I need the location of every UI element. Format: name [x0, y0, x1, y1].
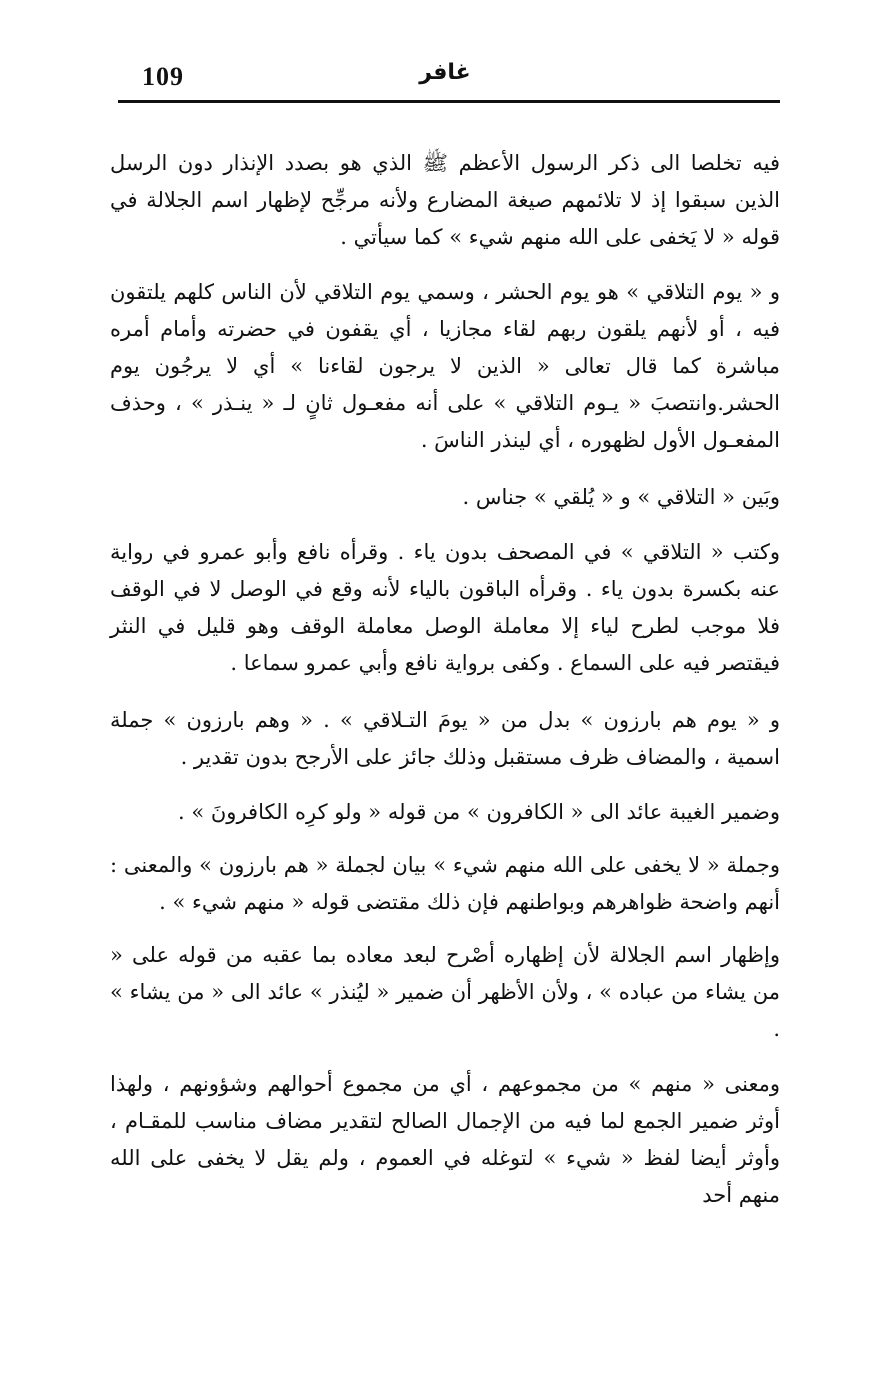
paragraph-4: وكتب « التلاقي » في المصحف بدون ياء . وقرأه نافع وأبو عمرو في رواية عنه بكسرة بدون ياء . وقرأه الباقون بالياء لأنه وقع في الوصل لا في الوقف فلا موجب لطرح لياء إلا معاملة الوصل معاملة الوقف وهو قليل في النثر فيقتصر فيه على السماع . وكفى برواية نافع وأبي عمرو سماعا .: [110, 540, 780, 675]
paragraph-1: فيه تخلصا الى ذكر الرسول الأعظم ﷺ الذي هو بصدد الإنذار دون الرسل الذين سبقوا إذ لا تلائمهم صيغة المضارع ولأنه مرجِّح لإظهار اسم الجلالة في قوله « لا يَخفى على الله منهم شيء » كما سيأتي .: [110, 151, 780, 249]
paragraph-2: و « يوم التلاقي » هو يوم الحشر ، وسمي يوم التلاقي لأن الناس كلهم يلتقون فيه ، أو لأنهم يلقون ربهم لقاء مجازيا ، أي يقفون في حضرته وأمام أمره مباشرة كما قال تعالى « الذين لا يرجون لقاءنا » أي لا يرجُون يوم الحشر.وانتصبَ « يـوم التلاقي » على أنه مفعـول ثانٍ لـ « ينـذر » ، وحذف المفعـول الأول لظهوره ، أي لينذر الناسَ .: [110, 280, 780, 452]
paragraph-6: وضمير الغيبة عائد الى « الكافرون » من قوله « ولو كرِه الكافرونَ » .: [178, 800, 780, 824]
paragraph-3: وبَين « التلاقي » و « يُلقي » جناس .: [462, 485, 780, 509]
running-title: غافر: [419, 60, 471, 85]
page-number: 109: [142, 62, 184, 91]
paragraph-8: وإظهار اسم الجلالة لأن إظهاره أصْرح لبعد معاده بما عقبه من قوله على « من يشاء من عباده » ، ولأن الأظهر أن ضمير « ليُنذر » عائد الى « من يشاء » .: [110, 943, 780, 1041]
page-body: [110, 145, 780, 1214]
paragraph-5: و « يوم هم بارزون » بدل من « يومَ التـلاقي » . « وهم بارزون » جملة اسمية ، والمضاف ظرف مستقبل وذلك جائز على الأرجح بدون تقدير .: [110, 708, 780, 769]
paragraph-9: ومعنى « منهم » من مجموعهم ، أي من مجموع أحوالهم وشؤونهم ، ولهذا أوثر ضمير الجمع لما فيه من الإجمال الصالح لتقدير مضاف مناسب للمقـام ، وأوثر أيضا لفظ « شيء » لتوغله في العموم ، ولم يقل لا يخفى على الله منهم أحد: [110, 1072, 780, 1207]
page-header: [110, 56, 780, 106]
paragraph-7: وجملة « لا يخفى على الله منهم شيء » بيان لجملة « هم بارزون » والمعنى : أنهم واضحة ظواهرهم وبواطنهم فإن ذلك مقتضى قوله « منهم شيء » .: [110, 853, 780, 914]
header-rule: [118, 100, 780, 103]
